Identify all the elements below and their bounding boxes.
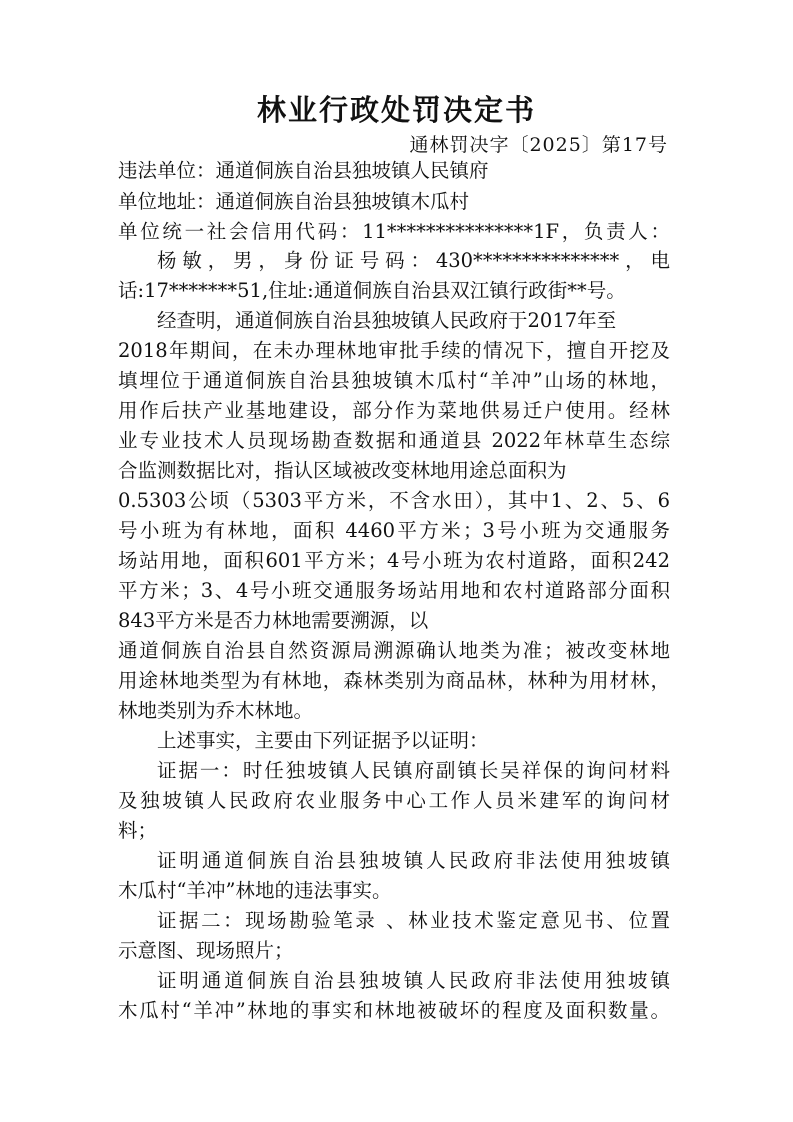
body-line: 用途林地类型为有林地，森林类别为商品林，林种为用材林， — [118, 669, 670, 692]
evidence-two-cont: 示意图、现场照片； — [118, 939, 294, 962]
body-line: 林地类别为乔木林地。 — [118, 699, 314, 722]
credit-code-line: 单位统一社会信用代码：11***************1F，负责人： — [118, 220, 670, 243]
document-number: 通林罚决字〔2025〕第17号 — [409, 134, 668, 156]
proof-two-cont: 木瓜村“羊冲”林地的事实和林地被破坏的程度及面积数量。 — [118, 999, 670, 1022]
evidence-one-cont: 及独坡镇人民政府农业服务中心工作人员米建军的询问材 — [118, 789, 670, 812]
person-line: 杨敏，男，身份证号码：430***************，电 — [157, 249, 670, 272]
evidence-one-end: 料； — [118, 819, 158, 842]
body-line: 2018年期间，在未办理林地审批手续的情况下，擅自开挖及 — [118, 339, 670, 362]
body-line: 用作后扶产业基地建设，部分作为菜地供易迁户使用。经林 — [118, 399, 670, 422]
contact-line: 话:17*******51,住址:通道侗族自治县双江镇行政街**号。 — [118, 279, 626, 302]
body-line: 业专业技术人员现场勘查数据和通道县 2022年林草生态综 — [118, 429, 670, 452]
body-line: 843平方米是否力林地需要溯源，以 — [118, 609, 429, 632]
body-line: 经查明，通道侗族自治县独坡镇人民政府于2017年至 — [157, 309, 617, 332]
address-line: 单位地址：通道侗族自治县独坡镇木瓜村 — [118, 190, 470, 213]
violator-line: 违法单位：通道侗族自治县独坡镇人民镇府 — [118, 159, 489, 182]
body-line: 合监测数据比对，指认区域被改变林地用途总面积为 — [118, 459, 567, 482]
proof-one-cont: 木瓜村“羊冲”林地的违法事实。 — [118, 879, 392, 902]
body-line: 号小班为有林地，面积 4460平方米；3号小班为交通服务 — [118, 519, 670, 542]
evidence-one: 证据一：时任独坡镇人民镇府副镇长吴祥保的询问材料 — [157, 759, 670, 782]
proof-one: 证明通道侗族自治县独坡镇人民政府非法使用独坡镇 — [157, 849, 670, 872]
body-line: 0.5303公顷（5303平方米，不含水田），其中1、2、5、6 — [118, 489, 670, 512]
document-title: 林业行政处罚决定书 — [256, 93, 536, 127]
evidence-two: 证据二：现场勘验笔录 、林业技术鉴定意见书、位置 — [157, 909, 670, 932]
proof-two: 证明通道侗族自治县独坡镇人民政府非法使用独坡镇 — [157, 969, 670, 992]
body-line: 场站用地，面积601平方米；4号小班为农村道路，面积242 — [118, 549, 670, 572]
body-line: 填埋位于通道侗族自治县独坡镇木瓜村“羊冲”山场的林地， — [118, 369, 670, 392]
evidence-intro: 上述事实，主要由下列证据予以证明： — [157, 729, 489, 752]
body-line: 通道侗族自治县自然资源局溯源确认地类为准；被改变林地 — [118, 639, 670, 662]
body-line: 平方米；3、4号小班交通服务场站用地和农村道路部分面积 — [118, 579, 670, 602]
